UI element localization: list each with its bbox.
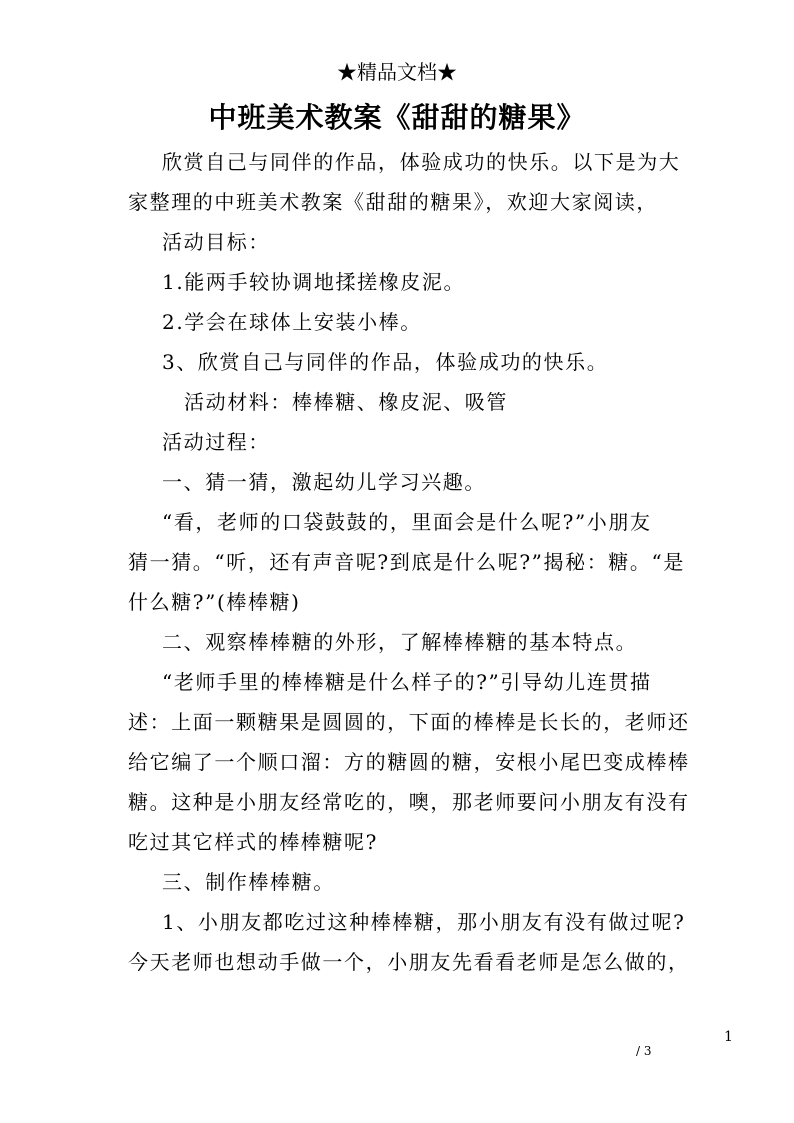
paragraph-line: 今天老师也想动手做一个，小朋友先看看老师是怎么做的， xyxy=(128,950,690,974)
paragraph-line: 糖。这种是小朋友经常吃的，噢，那老师要问小朋友有没有 xyxy=(128,790,690,814)
paragraph-line: “老师手里的棒棒糖是什么样子的?”引导幼儿连贯描 xyxy=(162,670,652,694)
paragraph-line: 吃过其它样式的棒棒糖呢? xyxy=(128,830,378,854)
step-heading: 一、猜一猜，激起幼儿学习兴趣。 xyxy=(162,470,486,494)
paragraph-line: 欣赏自己与同伴的作品，体验成功的快乐。以下是为大 xyxy=(162,150,681,174)
paragraph-line: 1、小朋友都吃过这种棒棒糖，那小朋友有没有做过呢? xyxy=(162,910,686,934)
step-heading: 三、制作棒棒糖。 xyxy=(162,870,335,894)
section-heading: 活动过程： xyxy=(162,430,270,454)
paragraph-line: “看，老师的口袋鼓鼓的，里面会是什么呢?”小朋友 xyxy=(162,510,652,534)
page-total: / 3 xyxy=(636,1044,652,1058)
paragraph-line: 猜一猜。“听，还有声音呢?到底是什么呢?”揭秘：糖。“是 xyxy=(128,550,685,574)
document-title: 中班美术教案《甜甜的糖果》 xyxy=(208,101,586,134)
document-header: ★精品文档★ xyxy=(337,60,457,84)
list-item: 2.学会在球体上安装小棒。 xyxy=(162,310,422,334)
document-body xyxy=(128,142,688,982)
step-heading: 二、观察棒棒糖的外形，了解棒棒糖的基本特点。 xyxy=(162,630,638,654)
page-number: 1 xyxy=(724,1029,733,1045)
paragraph-line: 什么糖?”(棒棒糖) xyxy=(128,590,301,614)
paragraph-line: 给它编了一个顺口溜：方的糖圆的糖，安根小尾巴变成棒棒 xyxy=(128,750,690,774)
paragraph-line: 述：上面一颗糖果是圆圆的，下面的棒棒是长长的，老师还 xyxy=(128,710,690,734)
list-item: 1.能两手较协调地揉搓橡皮泥。 xyxy=(162,270,466,294)
section-heading: 活动材料：棒棒糖、橡皮泥、吸管 xyxy=(184,390,508,414)
section-heading: 活动目标： xyxy=(162,230,270,254)
paragraph-line: 家整理的中班美术教案《甜甜的糖果》，欢迎大家阅读， xyxy=(128,190,658,214)
list-item: 3、欣赏自己与同伴的作品，体验成功的快乐。 xyxy=(162,350,609,374)
